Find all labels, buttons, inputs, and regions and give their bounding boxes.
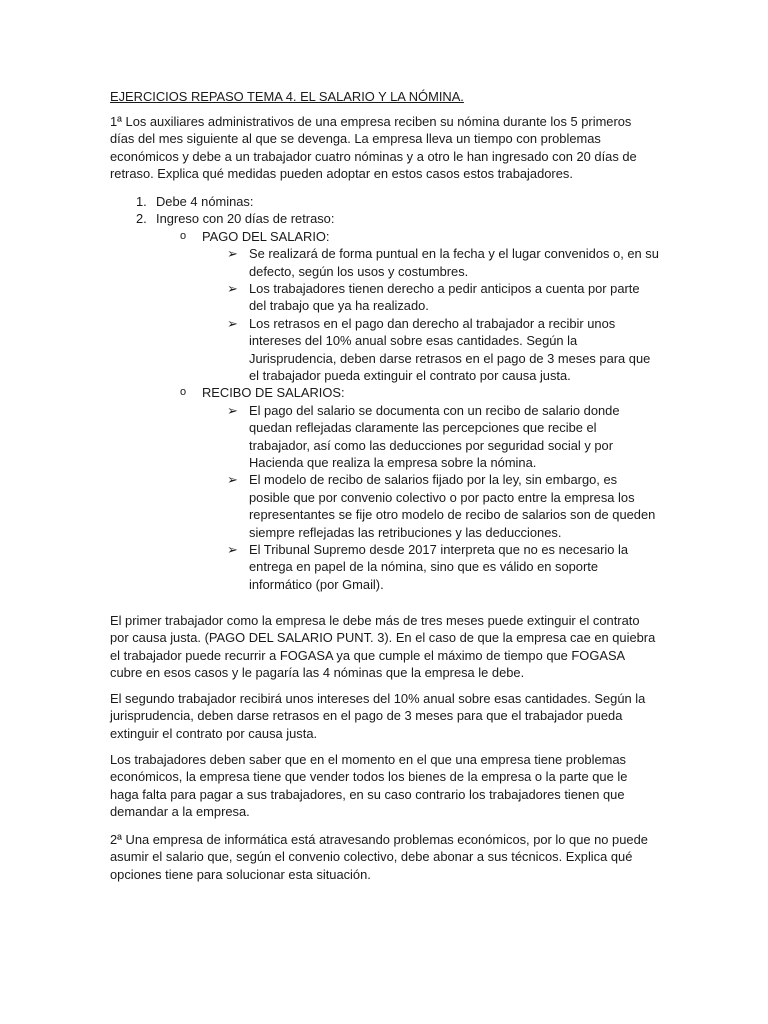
pago-point	[110, 315, 659, 385]
pago-point	[110, 245, 659, 280]
document-title: EJERCICIOS REPASO TEMA 4. EL SALARIO Y LA NÓMINA.	[110, 89, 464, 104]
sub-item-recibo	[110, 384, 670, 401]
arrow-bullet-icon: ➢	[227, 402, 238, 418]
sub-item-heading: PAGO DEL SALARIO:	[202, 228, 330, 244]
circle-bullet-icon: o	[180, 386, 187, 399]
exercise-1-statement: 1ª Los auxiliares administrativos de una empresa reciben su nómina durante los 5 primeros días del mes siguiente al que se devenga. La empresa lleva un tiempo con problemas económicos y debe a un trabajador cuatro nóminas y a otro le han ingresado con 20 días de retraso. Explica qué medidas pueden adoptar en estos casos estos trabajadores.	[110, 114, 637, 182]
list-number: 1.	[136, 194, 147, 209]
arrow-bullet-icon: ➢	[227, 542, 238, 558]
answer-paragraph-2: El segundo trabajador recibirá unos intereses del 10% anual sobre esas cantidades. Según la jurisprudencia, deben darse retrasos en el pago de 3 meses para que el trabajador pueda extinguir el contrato por causa justa.	[110, 691, 646, 741]
arrow-bullet-icon: ➢	[227, 246, 238, 262]
recibo-point-text: El modelo de recibo de salarios fijado por la ley, sin embargo, es posible que por convenio colectivo o por pacto entre la empresa los representantes se fije otro modelo de recibo de salarios son de queden siempre reflejadas las retribuciones y las deducciones.	[249, 472, 656, 540]
arrow-bullet-icon: ➢	[227, 315, 238, 331]
recibo-point	[110, 471, 659, 541]
recibo-point-text: El Tribunal Supremo desde 2017 interpreta que no es necesario la entrega en papel de la nómina, sino que es válido en soporte informático (por Gmail).	[249, 542, 629, 592]
list-item-text: Ingreso con 20 días de retraso:	[156, 211, 335, 227]
pago-point	[110, 280, 659, 315]
answer-paragraph-1: El primer trabajador como la empresa le debe más de tres meses puede extinguir el contrato por causa justa. (PAGO DEL SALARIO PUNT. 3). En el caso de que la empresa cae en quiebra el trabajador puede recurrir a FOGASA ya que cumple el máximo de tiempo que FOGASA cubre en esos casos y le pagaría las 4 nóminas que la empresa le debe.	[110, 613, 656, 681]
pago-point-text: Los retrasos en el pago dan derecho al trabajador a recibir unos intereses del 10% anual sobre esas cantidades. Según la Jurisprudencia, deben darse retrasos en el pago de 3 meses para que el trabajador pueda extinguir el contrato por causa justa.	[249, 315, 651, 384]
exercise-2-statement: 2ª Una empresa de informática está atravesando problemas económicos, por lo que no puede asumir el salario que, según el convenio colectivo, debe abonar a sus técnicos. Explica qué opciones tiene para solucionar esta situación.	[110, 832, 648, 882]
answer-paragraph-3: Los trabajadores deben saber que en el momento en el que una empresa tiene problemas económicos, la empresa tiene que vender todos los bienes de la empresa o la parte que le haga falta para pagar a sus trabajadores, en su caso contrario los trabajadores tienen que demandar a la empresa.	[110, 752, 628, 820]
list-item-text: Debe 4 nóminas:	[156, 194, 254, 209]
answer-list	[110, 193, 670, 593]
circle-bullet-icon: o	[180, 229, 187, 242]
recibo-point	[110, 541, 659, 593]
pago-point-text: Los trabajadores tienen derecho a pedir anticipos a cuenta por parte del trabajo que ya ha realizado.	[249, 280, 640, 314]
recibo-point	[110, 402, 659, 472]
list-number: 2.	[136, 211, 147, 227]
sub-item-pago	[110, 228, 670, 245]
pago-point-text: Se realizará de forma puntual en la fecha y el lugar convenidos o, en su defecto, según los usos y costumbres.	[249, 246, 659, 279]
recibo-point-text: El pago del salario se documenta con un recibo de salario donde quedan reflejadas claramente las percepciones que recibe el trabajador, así como las deducciones por seguridad social y por Hacienda que realiza la empresa sobre la nómina.	[249, 402, 620, 471]
sub-item-heading: RECIBO DE SALARIOS:	[202, 385, 345, 401]
list-item-2	[110, 210, 670, 227]
arrow-bullet-icon: ➢	[227, 472, 238, 488]
list-item-1	[110, 193, 670, 210]
arrow-bullet-icon: ➢	[227, 280, 238, 296]
